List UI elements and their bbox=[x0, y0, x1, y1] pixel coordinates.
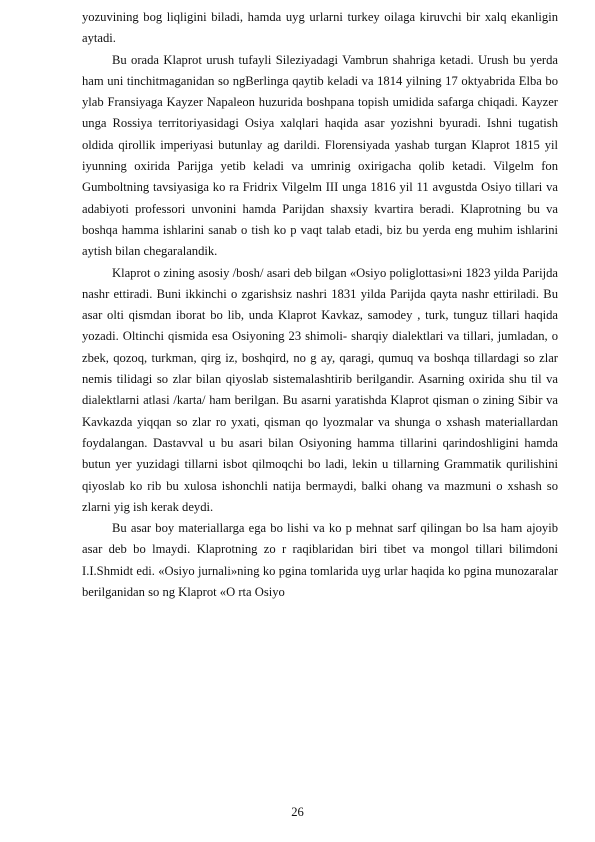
document-page bbox=[82, 7, 558, 603]
page-number: 26 bbox=[291, 805, 304, 819]
paragraph-klaprot-journey: Bu orada Klaprot urush tufayli Sileziyadagi Vambrun shahriga ketadi. Urush bu yerda ham uni tinchitmaganidan so ngBerlinga qaytib keladi va 1814 yilning 17 oktyabrida Elba bo ylab Fransiyaga Kayzer Napaleon huzurida boshpana topish umidida safarga chiqadi. Kayzer unga Rossiya territoriyasidagi Osiya xalqlari haqida asar yozishni byuradi. Ishni tugatish oldida qirollik imperiyasi butunlay ag darildi. Florensiyada yashab turgan Klaprot 1815 yil iyunning oxirida Parijga yetib keladi va umrinig oxirigacha qolib ketadi. Vilgelm fon Gumboltning tavsiyasiga ko ra Fridrix Vilgelm III unga 1816 yil 11 avgustda Osiyo tillari va adabiyoti professori unvonini hamda Parijdan shaxsiy kvartira beradi. Klaprotning bu va boshqa hamma ishlarini sanab o tish ko p vaqt talab etadi, biz bu yerda eng muhim ishlarini aytish bilan chegaralandik. bbox=[82, 52, 558, 259]
paragraph-continuation: yozuvining bog liqligini biladi, hamda uyg urlarni turkey oilaga kiruvchi bir xalq ekanligin aytadi. bbox=[82, 10, 558, 46]
paragraph-asia-polyglotta: Klaprot o zining asosiy /bosh/ asari deb bilgan «Osiyo poliglottasi»ni 1823 yilda Parijda nashr ettiradi. Buni ikkinchi o zgarishsiz nashri 1831 yilda Parijda qayta nashr ettiriladi. Bu asar olti qismdan iborat bo lib, unda Klaprot Kavkaz, samodey , turk, tunguz tillari haqida yozadi. Oltinchi qismida esa Osiyoning 23 shimoli- sharqiy dialektlari va tillari, jumladan, o zbek, qozoq, turkman, qirg iz, boshqird, no g ay, qaragi, qumuq va boshqa tillardagi so zlar nemis tilidagi so zlar bilan qiyoslab sistemalashtirib berilgandir. Asarning oxirida shu til va dialektlarni atlasi /karta/ ham berilgan. Bu asarni yaratishda Klaprot qisman o zining Sibir va Kavkazda yiqqan so zlar ro yxati, qisman qo lyozmalar va shunga o xshash materiallardan foydalangan. Dastavval u bu asari bilan Osiyoning hamma tillarini qarindoshligini hamda butun yer yuzidagi tillarni isbot qilmoqchi bo ladi, lekin u tillarning Grammatik qurilishini qiyoslab ko rib bu xulosa ishonchli natija bermaydi, balki ohang va mazmuni o xshash so zlarni yig ish kerak deydi. bbox=[82, 265, 558, 514]
paragraph-rivals: Bu asar boy materiallarga ega bo lishi va ko p mehnat sarf qilingan bo lsa ham ajoyib asar deb bo lmaydi. Klaprotning zo r raqiblaridan biri tibet va mongol tillari bilimdoni I.I.Shmidt edi. «Osiyo jurnali»ning ko pgina tomlarida uyg urlar haqida ko pgina munozaralar berilganidan so ng Klaprot «O rta Osiyo bbox=[82, 521, 558, 600]
